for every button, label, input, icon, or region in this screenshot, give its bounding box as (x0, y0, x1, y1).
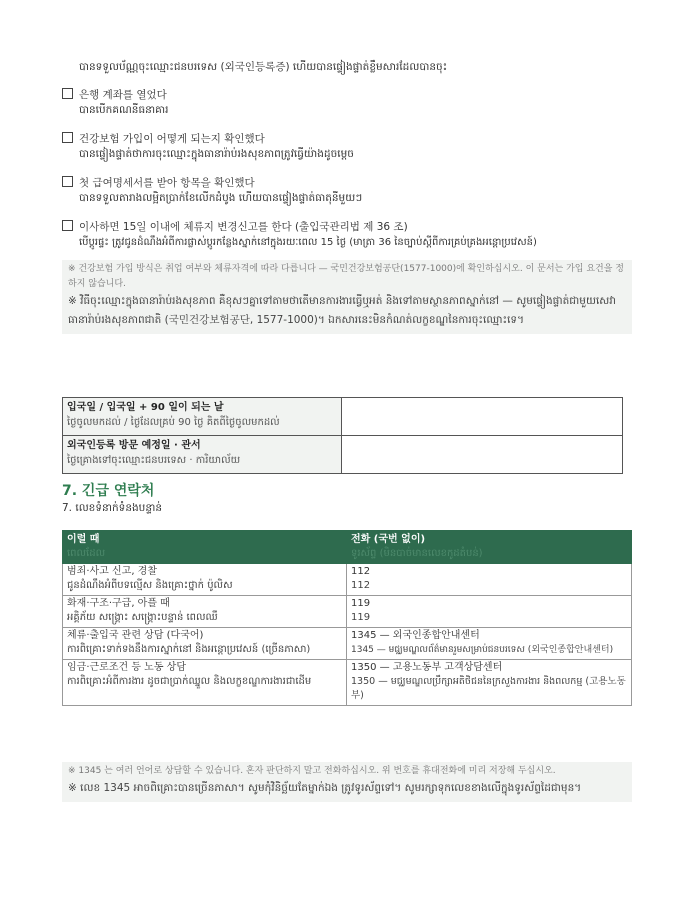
phone-cell[interactable]: 1350 — 고용노동부 고객상담센터 1350 — មជ្ឈមណ្ឌលប្រឹក្សាអតិថិជននៃក្រសួងការងារ និងពលកម្ម (고용노동부) (347, 660, 632, 706)
checklist-item-ko: 건강보험 가입이 어떻게 되는지 확인했다 (79, 133, 265, 145)
header-cell-phone: 전화 (국번 없이) ទូរស័ព្ទ (មិនបាច់មានលេខកូដតំបន់) (347, 531, 632, 564)
checklist-item-ko: 이사하면 15일 이내에 체류지 변경신고를 한다 (출입국관리법 제 36 조) (79, 221, 408, 233)
checkbox-icon[interactable] (62, 132, 73, 143)
checklist-item-health-insurance[interactable] (62, 132, 354, 162)
date-value-field[interactable] (342, 436, 623, 474)
checklist-item-km: បើប្ដូរផ្ទះ ត្រូវជូនដំណឹងអំពីការផ្លាស់ប្ដូរកន្លែងស្នាក់នៅក្នុងរយៈពេល 15 ថ្ងៃ (មាត្រា 36 នៃច្បាប់ស្ដីពីការគ្រប់គ្រងអន្តោប្រវេសន៍) (79, 237, 537, 248)
date-label-cell: 입국일 / 입국일 + 90 일이 되는 날 ថ្ងៃចូលមកដល់ / ថ្ងៃដែលគ្រប់ 90 ថ្ងៃ គិតពីថ្ងៃចូលមកដល់ (63, 398, 342, 436)
section-title: 7. 긴급 연락처 (62, 483, 155, 499)
note-ko: ※ 건강보험 가입 방식은 취업 여부와 체류자격에 따라 다릅니다 — 국민건강보험공단(1577-1000)에 확인하십시오. 이 문서는 가입 요건을 정하지 않습니다. (68, 264, 624, 289)
table-row (63, 436, 623, 474)
phone-cell[interactable]: 112 112 (347, 564, 632, 596)
checklist-item-bank[interactable] (62, 88, 168, 118)
phone-cell[interactable]: 119 119 (347, 596, 632, 628)
checkbox-icon[interactable] (62, 176, 73, 187)
case-cell: 체류·출입국 관련 상담 (다국어) ការពិគ្រោះទាក់ទងនឹងការស្នាក់នៅ និងអន្តោប្រវេសន៍ (ច្រើនភាសា) (63, 628, 347, 660)
note-ko: ※ 1345 는 여러 언어로 상담할 수 있습니다. 혼자 판단하지 말고 전화하십시오. 위 번호를 휴대전화에 미리 저장해 두십시오. (68, 766, 556, 776)
date-value-field[interactable] (342, 398, 623, 436)
contacts-note (62, 762, 632, 802)
checklist-item-km: បានទទួលតារាងលម្អិតប្រាក់ខែលើកដំបូង ហើយបានផ្ទៀងផ្ទាត់ធាតុនីមួយៗ (79, 192, 363, 204)
table-row (63, 628, 632, 660)
checklist-top-line: បានទទួលប័ណ្ណចុះឈ្មោះជនបរទេស (외국인등록증) ហើយបានផ្ទៀងផ្ទាត់ខ្លឹមសារដែលបានចុះ (79, 61, 448, 73)
note-km: ※ លេខ 1345 អាចពិគ្រោះបានច្រើនភាសា។ សូមកុំវិនិច្ឆ័យតែម្នាក់ឯង ត្រូវទូរស័ព្ទទៅ។ សូមរក្សាទុកលេខខាងលើក្នុងទូរស័ព្ទដៃជាមុន។ (68, 782, 582, 794)
checklist-item-km: បានផ្ទៀងផ្ទាត់ថាការចុះឈ្មោះក្នុងធានារ៉ាប់រងសុខភាពត្រូវធ្វើយ៉ាងដូចម្ដេច (79, 148, 354, 160)
table-row (63, 398, 623, 436)
section-subtitle: 7. លេខទំនាក់ទំនងបន្ទាន់ (62, 502, 163, 514)
date-label-cell: 외국인등록 방문 예정일 · 관서 ថ្ងៃគ្រោងទៅចុះឈ្មោះជនបរទេស · ការិយាល័យ (63, 436, 342, 474)
contacts-table (62, 530, 632, 706)
date-table (62, 397, 623, 474)
case-cell: 임금·근로조건 등 노동 상담 ការពិគ្រោះអំពីការងារ ដូចជាប្រាក់ឈ្នួល និងលក្ខខណ្ឌការងារជាដើម (63, 660, 347, 706)
table-row (63, 564, 632, 596)
table-row (63, 660, 632, 706)
case-cell: 범죄·사고 신고, 경찰 ជូនដំណឹងអំពីបទល្មើស និងគ្រោះថ្នាក់ ប៉ូលិស (63, 564, 347, 596)
checkbox-icon[interactable] (62, 220, 73, 231)
checklist-item-payslip[interactable] (62, 176, 362, 206)
phone-cell[interactable]: 1345 — 외국인종합안내센터 1345 — មជ្ឈមណ្ឌលព័ត៌មានរួមសម្រាប់ជនបរទេស (외국인종합안내센터) (347, 628, 632, 660)
header-cell-case: 이럴 때 ពេលដែល (63, 531, 347, 564)
health-insurance-note (62, 260, 632, 334)
checklist-item-ko: 첫 급여명세서를 받아 항목을 확인했다 (79, 177, 255, 189)
note-km: ※ វិធីចុះឈ្មោះក្នុងធានារ៉ាប់រងសុខភាព គឺខុសៗគ្នាទៅតាមថាតើមានការងារធ្វើឬអត់ និងទៅតាមស្ថានភាពស្នាក់នៅ — សូមផ្ទៀងផ្ទាត់ជាមួយសេវាធានារ៉ាប់រងសុខភាពជាតិ (국민건강보험공단, 1577-1000)។ ឯកសារនេះមិនកំណត់លក្ខខណ្ឌនៃការចុះឈ្មោះទេ។ (68, 295, 616, 326)
case-cell: 화재·구조·구급, 아플 때 អគ្គិភ័យ សង្គ្រោះ សង្គ្រោះបន្ទាន់ ពេលឈឺ (63, 596, 347, 628)
checkbox-icon[interactable] (62, 88, 73, 99)
checklist-item-address-change[interactable] (62, 220, 537, 250)
checklist-item-ko: 은행 계좌를 열었다 (79, 89, 167, 101)
table-header-row (63, 531, 632, 564)
table-row (63, 596, 632, 628)
checklist-item-km: បានបើកគណនីធនាគារ (79, 104, 169, 116)
